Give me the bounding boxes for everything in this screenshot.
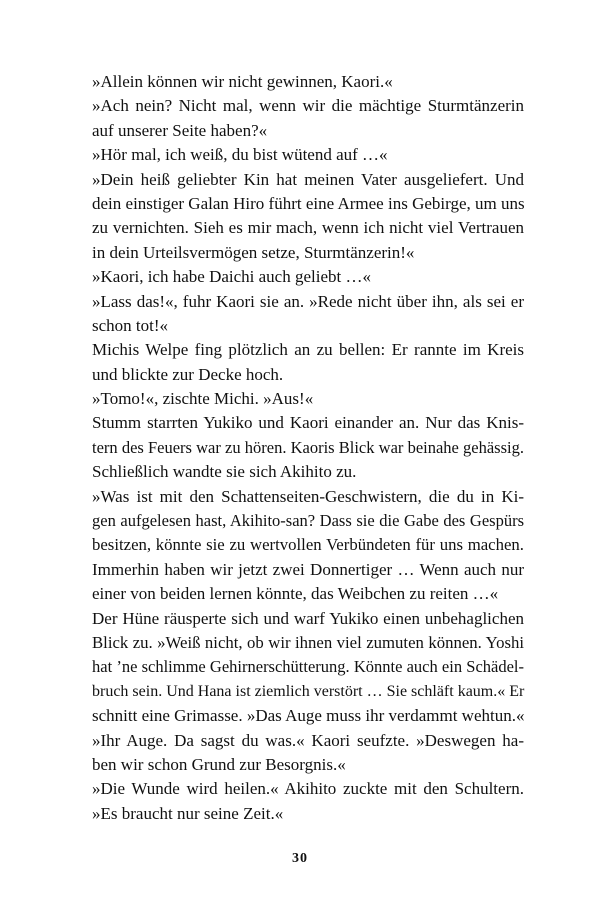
text-line: bruch sein. Und Hana ist ziemlich verstört … Sie schläft kaum.« Er [92,682,525,700]
text-line: »Es braucht nur seine Zeit.« [92,803,284,823]
text-line: schnitt eine Grimasse. »Das Auge muss ihr verdammt wehtun.« [92,706,525,726]
text-line: Michis Welpe fing plötzlich an zu bellen: Er rannte im Kreis [92,340,524,360]
text-line: tern des Feuers war zu hören. Kaoris Blick war beinahe gehässig. [92,437,524,457]
text-line: schon tot!« [92,315,169,335]
text-line: zu vernichten. Sieh es mir mach, wenn ich nicht viel Vertrauen [92,218,524,238]
text-line: Der Hüne räusperte sich und warf Yukiko einen unbehaglichen [92,608,524,628]
text-line: dein einstiger Galan Hiro führt eine Armee ins Gebirge, um uns [92,193,525,213]
text-block [92,70,524,826]
text-line: Stumm starrten Yukiko und Kaori einander an. Nur das Knis- [92,413,524,433]
text-line: »Hör mal, ich weiß, du bist wütend auf …« [92,145,388,165]
text-line: hat ’ne schlimme Gehirnerschütterung. Könnte auch ein Schädel- [92,657,524,677]
text-line: einer von beiden lernen könnte, das Weibchen zu reiten …« [92,584,499,604]
text-line: Blick zu. »Weiß nicht, ob wir ihnen viel zumuten können. Yoshi [92,632,524,652]
text-line: Immerhin haben wir jetzt zwei Donnertiger … Wenn auch nur [92,559,524,579]
text-line: ben wir schon Grund zur Besorgnis.« [92,754,346,774]
text-line: in dein Urteilsvermögen setze, Sturmtänzerin!« [92,242,415,262]
text-line: und blickte zur Decke hoch. [92,364,284,384]
text-line: besitzen, könnte sie zu wertvollen Verbündeten für uns machen. [92,535,524,555]
text-line: gen aufgelesen hast, Akihito-san? Dass sie die Gabe des Gespürs [92,511,524,531]
text-line: auf unserer Seite haben?« [92,120,268,140]
text-line: »Kaori, ich habe Daichi auch geliebt …« [92,267,371,287]
page-number: 30 [292,851,308,866]
text-line: »Die Wunde wird heilen.« Akihito zuckte mit den Schultern. [92,779,524,799]
text-line: »Allein können wir nicht gewinnen, Kaori.« [92,72,393,91]
text-line: »Ach nein? Nicht mal, wenn wir die mächtige Sturmtänzerin [92,96,524,116]
text-line: »Was ist mit den Schattenseiten-Geschwistern, die du in Ki- [92,486,524,506]
text-line: »Dein heiß geliebter Kin hat meinen Vater ausgeliefert. Und [92,169,524,189]
text-line: Schließlich wandte sie sich Akihito zu. [92,462,357,482]
text-line: »Lass das!«, fuhr Kaori sie an. »Rede nicht über ihn, als sei er [92,291,524,311]
text-line: »Tomo!«, zischte Michi. »Aus!« [92,389,314,409]
text-line: »Ihr Auge. Da sagst du was.« Kaori seufzte. »Deswegen ha- [92,730,524,750]
